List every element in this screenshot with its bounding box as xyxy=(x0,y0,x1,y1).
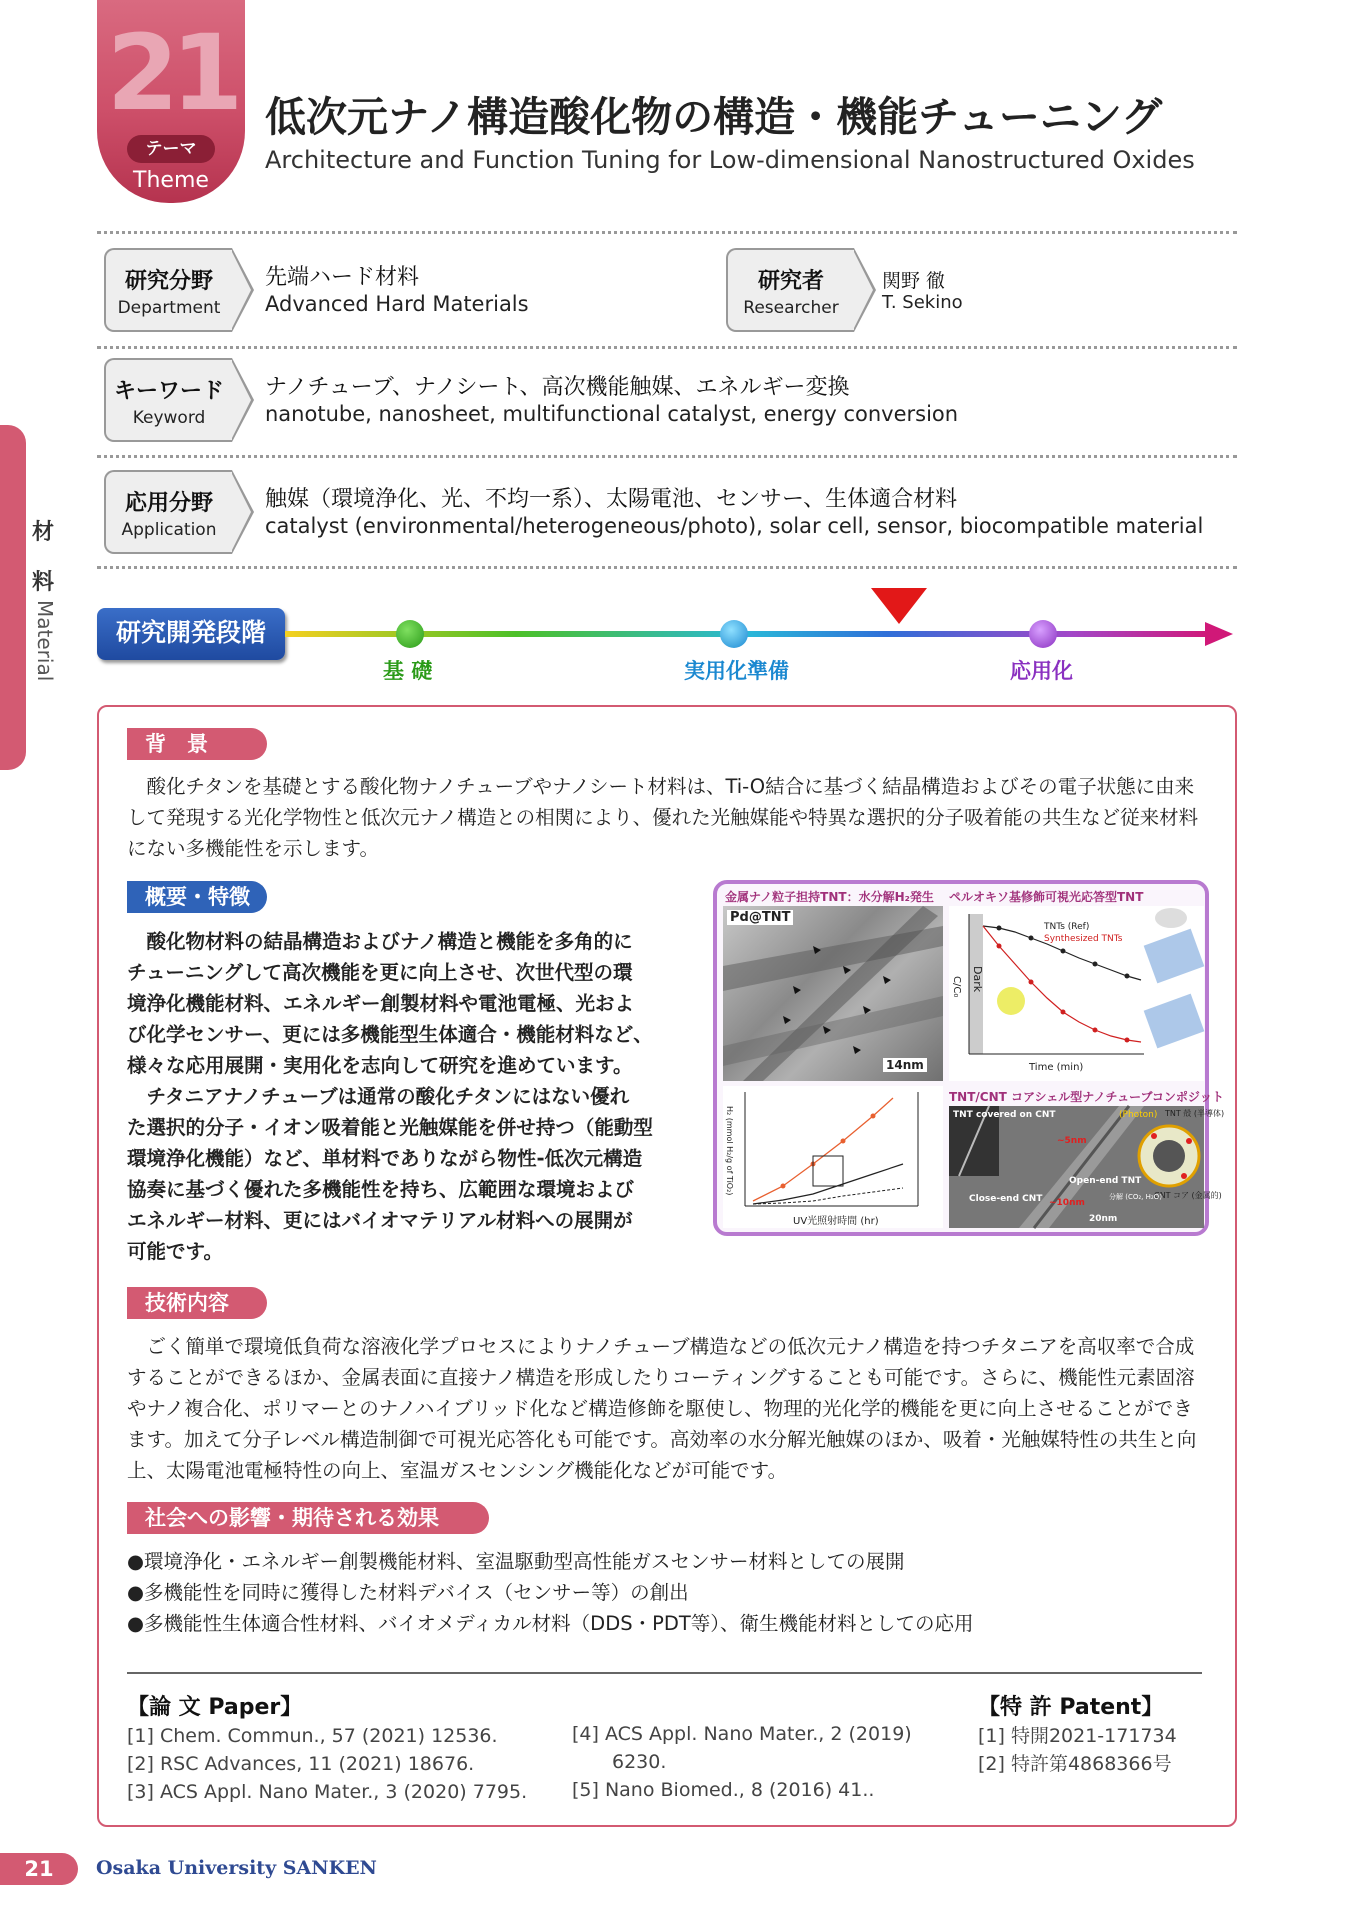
h2-plot xyxy=(723,1086,943,1228)
department-value-en: Advanced Hard Materials xyxy=(265,292,529,316)
section-heading-impact: 社会への影響・期待される効果 xyxy=(127,1502,489,1534)
composite-texture xyxy=(949,1106,1204,1228)
patent-item: [2] 特許第4868366号 xyxy=(978,1753,1172,1775)
side-char-2: 料 xyxy=(32,570,55,595)
label-close-end: Close-end CNT xyxy=(969,1194,1043,1204)
theme-label-ja: テーマ xyxy=(127,135,215,163)
divider xyxy=(97,346,1237,349)
page-title: 低次元ナノ構造酸化物の構造・機能チューニング xyxy=(265,93,1163,141)
label-tnt-shell: TNT 殻 (半導体) xyxy=(1165,1109,1225,1118)
page-subtitle: Architecture and Function Tuning for Low-dimensional Nanostructured Oxides xyxy=(265,146,1195,174)
divider xyxy=(97,455,1237,458)
section-heading-overview: 概要・特徴 xyxy=(127,881,267,913)
figure-panel2-caption: ペルオキソ基修飾可視光応答型TNT xyxy=(949,890,1144,904)
divider xyxy=(97,566,1237,569)
stage-badge: 研究開発段階 xyxy=(97,608,285,660)
application-value-ja: 触媒（環境浄化、光、不均一系）、太陽電池、センサー、生体適合材料 xyxy=(265,487,958,512)
impact-bullet: ●多機能性を同時に獲得した材料デバイス（センサー等）の創出 xyxy=(127,1581,689,1604)
photodegradation-chart xyxy=(949,906,1204,1081)
department-label-ja: 研究分野 xyxy=(124,269,213,294)
paper-item: [2] RSC Advances, 11 (2021) 18676. xyxy=(127,1753,475,1775)
divider xyxy=(97,231,1237,234)
patent-heading: 【特 許 Patent】 xyxy=(978,1695,1164,1720)
overview-line: 可能です。 xyxy=(127,1240,223,1263)
stage-label-applied: 応用化 xyxy=(1010,659,1073,683)
application-label xyxy=(104,470,232,554)
application-label-en: Application xyxy=(121,520,217,540)
keyword-label xyxy=(104,358,232,442)
h2-evolution-chart xyxy=(723,1086,943,1228)
stage-label-basic: 基 礎 xyxy=(383,659,433,683)
keyword-value-ja: ナノチューブ、ナノシート、高次機能触媒、エネルギー変換 xyxy=(265,375,850,400)
figure-panel4-caption: TNT/CNT コアシェル型ナノチューブコンポジット xyxy=(949,1090,1224,1104)
paper-item: [3] ACS Appl. Nano Mater., 3 (2020) 7795. xyxy=(127,1781,528,1803)
overview-line: た選択的分子・イオン吸着能と光触媒能を併せ持つ（能動型 xyxy=(127,1116,653,1139)
tem-label: Pd@TNT xyxy=(727,910,793,925)
impact-bullet: ●環境浄化・エネルギー創製機能材料、室温駆動型高性能ガスセンサー材料としての展開 xyxy=(127,1550,905,1573)
label-5nm: ~5nm xyxy=(1057,1136,1087,1146)
researcher-label xyxy=(726,248,854,332)
paper-heading: 【論 文 Paper】 xyxy=(127,1695,303,1720)
legend-synthesized: Synthesized TNTs xyxy=(1044,934,1123,944)
side-char-1: 材 xyxy=(32,520,55,545)
application-label-ja: 応用分野 xyxy=(124,491,213,516)
section-heading-background: 背 景 xyxy=(127,728,267,760)
overview-line: び化学センサー、更には多機能型生体適合・機能材料など、 xyxy=(127,1023,653,1046)
side-category-tab xyxy=(0,425,26,770)
overview-line: 環境浄化機能）など、単材料でありながら物性-低次元構造 xyxy=(127,1147,643,1170)
tem-image-pd-tnt xyxy=(723,906,943,1081)
paper-list-col2 xyxy=(572,1720,912,1804)
stage-dot-applied xyxy=(1029,620,1057,648)
page-number: 21 xyxy=(0,1853,78,1885)
stage-dot-practical xyxy=(720,620,748,648)
label-10nm: ~10nm xyxy=(1049,1198,1085,1208)
overview-line: 酸化物材料の結晶構造およびナノ構造と機能を多角的に xyxy=(127,930,633,953)
keyword-label-en: Keyword xyxy=(132,408,206,428)
researcher-value-ja: 関野 徹 xyxy=(882,270,946,292)
paper-list-col1 xyxy=(127,1722,527,1806)
department-value-ja: 先端ハード材料 xyxy=(265,265,420,290)
paper-item: [5] Nano Biomed., 8 (2016) 41.. xyxy=(572,1779,875,1801)
overview-line: 境浄化機能材料、エネルギー創製材料や電池電極、光およ xyxy=(127,992,635,1015)
researcher-label-en: Researcher xyxy=(743,298,839,318)
overview-line: エネルギー材料、更にはバイオマテリアル材料への展開が xyxy=(127,1209,633,1232)
dark-label: Dark xyxy=(971,966,984,993)
impact-list xyxy=(127,1546,1212,1639)
legend-ref: TNTs (Ref) xyxy=(1044,922,1090,932)
stage-arrow-head xyxy=(1205,622,1233,646)
researcher-label-ja: 研究者 xyxy=(757,269,824,294)
stage-dot-basic xyxy=(396,620,424,648)
label-tnt-covered: TNT covered on CNT xyxy=(953,1110,1056,1120)
side-label-en: Material xyxy=(33,600,57,682)
stage-label-practical: 実用化準備 xyxy=(684,659,789,683)
researcher-value-en: T. Sekino xyxy=(882,292,963,313)
stage-current-marker xyxy=(871,588,927,624)
overview-line: チタニアナノチューブは通常の酸化チタンにはない優れ xyxy=(127,1085,630,1108)
label-open-end: Open-end TNT xyxy=(1069,1176,1142,1186)
theme-number: 21 xyxy=(106,12,236,134)
footer-text: Osaka University SANKEN xyxy=(96,1857,377,1879)
overview-line: 協奏に基づく優れた多機能性を持ち、広範囲な環境および xyxy=(127,1178,635,1201)
theme-tab xyxy=(97,0,245,203)
paper-item: [1] Chem. Commun., 57 (2021) 12536. xyxy=(127,1725,498,1747)
label-20nm: 20nm xyxy=(1089,1214,1118,1224)
label-cnt-core: CNT コア (金属的) xyxy=(1154,1191,1222,1200)
paper-item-continued: 6230. xyxy=(612,1751,667,1773)
technology-text: ごく簡単で環境低負荷な溶液化学プロセスによりナノチューブ構造などの低次元ナノ構造を持つチタニアを高収率で合成することができるほか、金属表面に直接ナノ構造を形成したりコーティングすることも可能です。さらに、機能性元素固溶やナノ複合化、ポリマーとのナノハイブリッド化など構造修飾を駆使し、物理的光化学的機能を更に向上させることができます。加えて分子レベル構造制御で可視光応答化も可能です。高効率の水分解光触媒のほか、吸着・光触媒特性の共生と向上、太陽電池電極特性の向上、室温ガスセンシング機能化などが可能です。 xyxy=(127,1335,1197,1482)
keyword-value-en: nanotube, nanosheet, multifunctional catalyst, energy conversion xyxy=(265,402,959,426)
patent-list xyxy=(978,1722,1177,1778)
impact-bullet: ●多機能性生体適合性材料、バイオメディカル材料（DDS・PDT等）、衛生機能材料としての応用 xyxy=(127,1612,974,1635)
tem-scale-bar: 14nm xyxy=(883,1058,927,1072)
paper-item: [4] ACS Appl. Nano Mater., 2 (2019) xyxy=(572,1723,912,1745)
y-axis-label: C/C₀ xyxy=(951,976,962,998)
h2-y-label: H₂ (mmol H₂/g of TiO₂) xyxy=(725,1106,734,1196)
overview-text xyxy=(127,926,687,1267)
department-label xyxy=(104,248,232,332)
overview-line: 様々な応用展開・実用化を志向して研究を進めています。 xyxy=(127,1054,633,1077)
keyword-label-ja: キーワード xyxy=(113,379,224,404)
h2-x-label: UV光照射時間 (hr) xyxy=(793,1216,879,1227)
references-divider xyxy=(127,1672,1202,1674)
department-label-en: Department xyxy=(117,298,221,318)
decay-plot xyxy=(949,906,1204,1081)
overview-line: チューニングして高次機能を更に向上させ、次世代型の環 xyxy=(127,961,633,984)
theme-label-en: Theme xyxy=(133,168,209,193)
label-decompose: 分解 (CO₂, H₂O) xyxy=(1109,1193,1162,1201)
figure-panel1-caption: 金属ナノ粒子担持TNT：水分解H₂発生 xyxy=(725,890,934,904)
section-heading-technology: 技術内容 xyxy=(127,1287,267,1319)
research-figure xyxy=(713,880,1225,1236)
tnt-cnt-composite-image xyxy=(949,1106,1225,1228)
application-value-en: catalyst (environmental/heterogeneous/photo), solar cell, sensor, biocompatible material xyxy=(265,514,1204,538)
patent-item: [1] 特開2021-171734 xyxy=(978,1725,1177,1747)
x-axis-label: Time (min) xyxy=(1029,1062,1084,1073)
label-photon: (Photon) xyxy=(1119,1110,1158,1120)
tem-texture xyxy=(723,906,943,1081)
background-text: 酸化チタンを基礎とする酸化物ナノチューブやナノシート材料は、Ti-O結合に基づく結晶構造およびその電子状態に由来して発現する光化学物性と低次元ナノ構造との相関により、優れた光触媒能や特異な選択的分子吸着能の共生など従来材料にない多機能性を示します。 xyxy=(127,775,1199,860)
